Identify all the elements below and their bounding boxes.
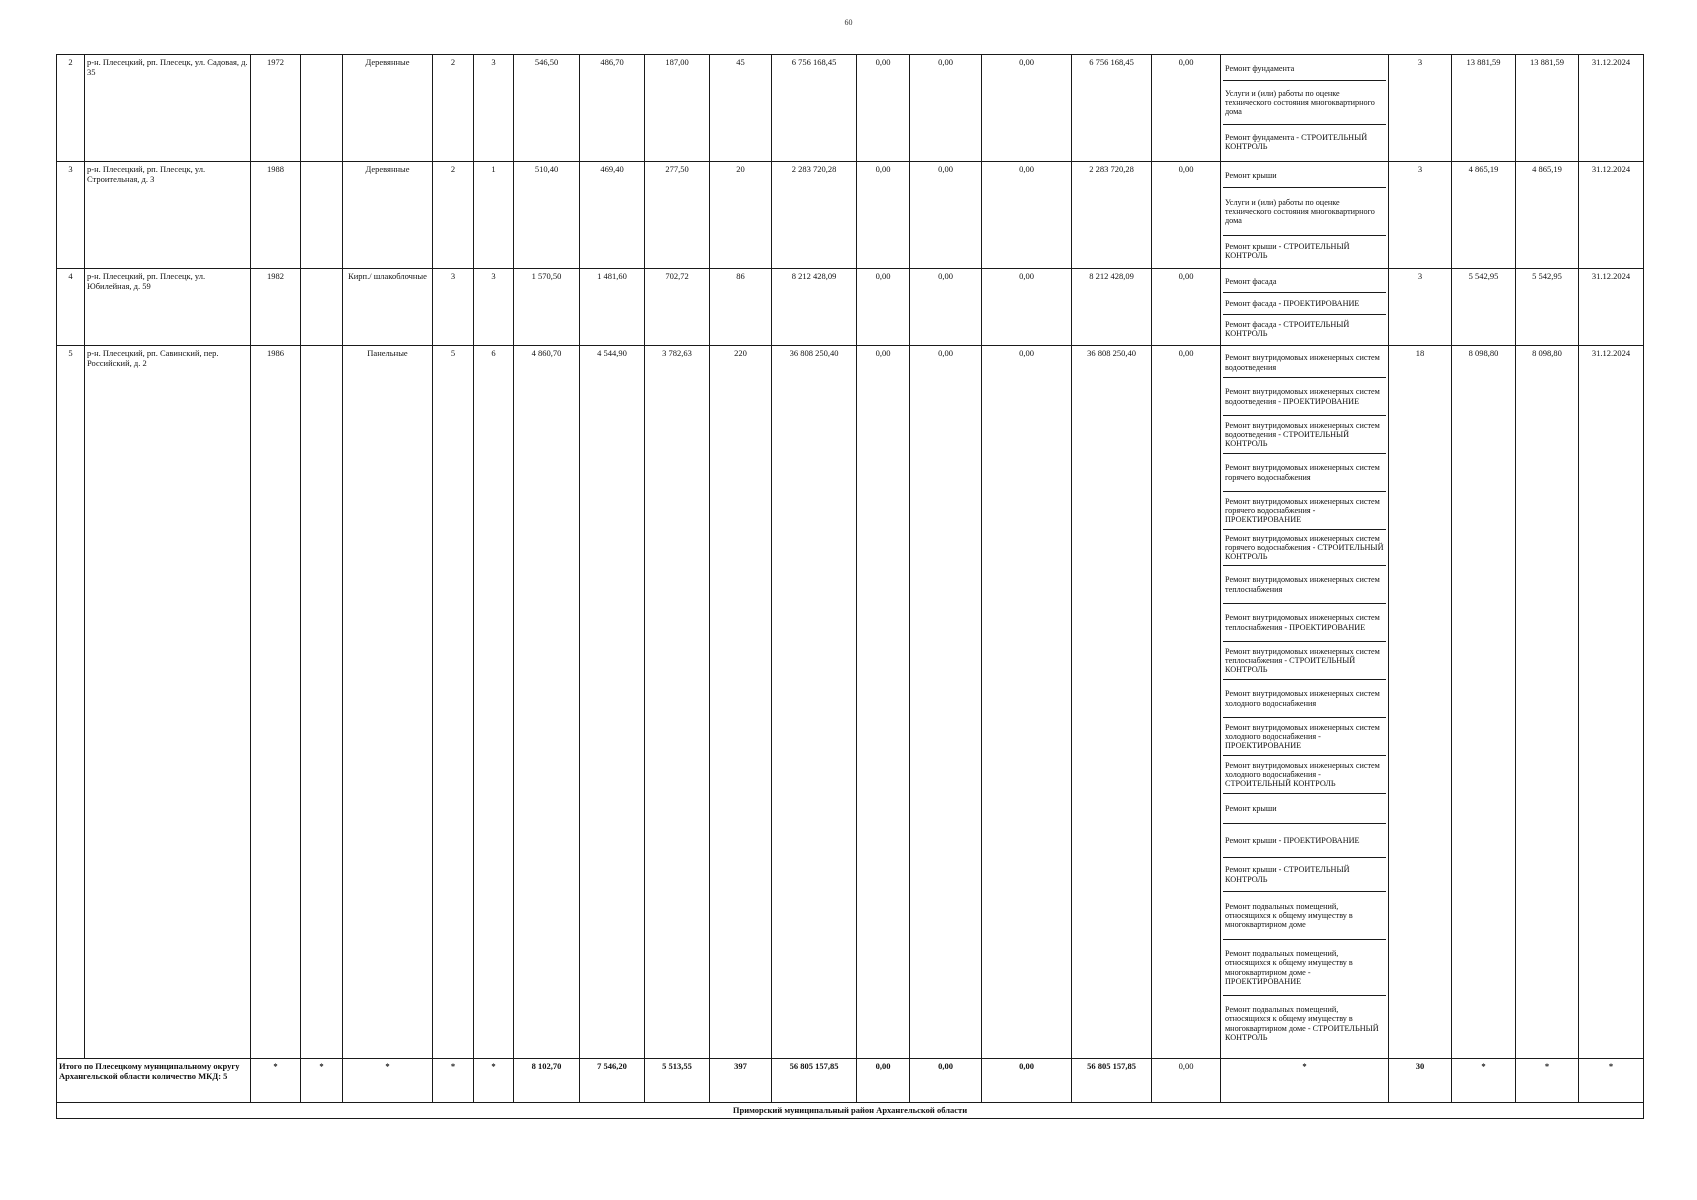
row-entrances: 6 (474, 346, 514, 1059)
row-fund-other: 0,00 (1152, 346, 1221, 1059)
row-entrances: 3 (474, 55, 514, 162)
row-deadline: 31.12.2024 (1579, 162, 1644, 269)
work-item: Ремонт фундамента (1223, 57, 1386, 81)
row-address: р-н. Плесецкий, рп. Плесецк, ул. Юбилейная, д. 59 (85, 269, 251, 346)
row-residents: 45 (710, 55, 772, 162)
row-fund-fed: 0,00 (857, 346, 910, 1059)
work-item: Ремонт подвальных помещений, относящихся к общему имуществу в многоквартирном доме - СТРОИТЕЛЬНЫЙ КОНТРОЛЬ (1225, 1005, 1379, 1042)
row-entrances: 3 (474, 269, 514, 346)
row-works-list (1221, 269, 1389, 346)
total-entrances: * (474, 1059, 514, 1103)
work-item: Ремонт подвальных помещений, относящихся к общему имуществу в многоквартирном доме (1223, 892, 1386, 940)
row-fund-fed: 0,00 (857, 55, 910, 162)
row-floors: 2 (433, 55, 474, 162)
row-commission (301, 269, 343, 346)
row-area-total: 510,40 (514, 162, 580, 269)
district-row (57, 1103, 1644, 1119)
work-item: Ремонт внутридомовых инженерных систем холодного водоснабжения - СТРОИТЕЛЬНЫЙ КОНТРОЛЬ (1223, 756, 1386, 794)
row-area-res: 277,50 (645, 162, 710, 269)
work-item: Ремонт фундамента - СТРОИТЕЛЬНЫЙ КОНТРОЛЬ (1225, 132, 1368, 151)
total-fund-other: 0,00 (1152, 1059, 1221, 1103)
total-fund-reg: 0,00 (910, 1059, 982, 1103)
total-cost: 56 805 157,85 (772, 1059, 857, 1103)
work-item: Услуги и (или) работы по оценке технического состояния многоквартирного дома (1223, 188, 1386, 236)
row-max-cost: 8 098,80 (1516, 346, 1579, 1059)
row-deadline: 31.12.2024 (1579, 55, 1644, 162)
row-year: 1972 (251, 55, 301, 162)
row-cost-total: 36 808 250,40 (772, 346, 857, 1059)
district-header: Приморский муниципальный район Архангельской области (57, 1103, 1644, 1119)
table-body (57, 55, 1644, 1059)
row-number: 5 (57, 346, 85, 1059)
total-fund-mun: 0,00 (982, 1059, 1072, 1103)
work-item: Ремонт внутридомовых инженерных систем холодного водоснабжения (1223, 680, 1386, 718)
row-fund-mun: 0,00 (982, 162, 1072, 269)
row-cost-total: 6 756 168,45 (772, 55, 857, 162)
work-item: Ремонт фасада (1223, 271, 1386, 293)
total-works: * (1221, 1059, 1389, 1103)
work-item: Ремонт крыши (1223, 794, 1386, 824)
total-works-count: 30 (1389, 1059, 1452, 1103)
row-area-all: 1 481,60 (580, 269, 645, 346)
row-fund-other: 0,00 (1152, 55, 1221, 162)
table-row (57, 346, 1644, 1059)
page-number: 60 (844, 18, 853, 27)
work-item: Ремонт внутридомовых инженерных систем водоотведения - ПРОЕКТИРОВАНИЕ (1223, 378, 1386, 416)
row-number: 2 (57, 55, 85, 162)
total-row (57, 1059, 1644, 1103)
row-unit-cost: 4 865,19 (1452, 162, 1516, 269)
capital-repair-table (56, 54, 1644, 1119)
work-item: Ремонт внутридомовых инженерных систем теплоснабжения - ПРОЕКТИРОВАНИЕ (1223, 604, 1386, 642)
total-year: * (251, 1059, 301, 1103)
row-fund-reg: 0,00 (910, 346, 982, 1059)
row-area-res: 3 782,63 (645, 346, 710, 1059)
row-works-list (1221, 346, 1389, 1059)
row-fund-other: 0,00 (1152, 269, 1221, 346)
row-commission (301, 162, 343, 269)
work-item: Услуги и (или) работы по оценке технического состояния многоквартирного дома (1223, 81, 1386, 125)
row-unit-cost: 5 542,95 (1452, 269, 1516, 346)
row-entrances: 1 (474, 162, 514, 269)
row-year: 1988 (251, 162, 301, 269)
row-material: Деревянные (343, 55, 433, 162)
total-unit-cost: * (1452, 1059, 1516, 1103)
row-fund-reg: 0,00 (910, 55, 982, 162)
row-number: 3 (57, 162, 85, 269)
row-fund-reg: 0,00 (910, 269, 982, 346)
work-item: Ремонт фасада - ПРОЕКТИРОВАНИЕ (1223, 293, 1386, 315)
work-item: Ремонт внутридомовых инженерных систем теплоснабжения - СТРОИТЕЛЬНЫЙ КОНТРОЛЬ (1223, 642, 1386, 680)
row-works-list (1221, 162, 1389, 269)
row-material: Панельные (343, 346, 433, 1059)
row-fund-reg: 0,00 (910, 162, 982, 269)
work-item: Ремонт фасада - СТРОИТЕЛЬНЫЙ КОНТРОЛЬ (1225, 319, 1350, 338)
work-item: Ремонт внутридомовых инженерных систем теплоснабжения (1223, 566, 1386, 604)
row-works-count: 3 (1389, 162, 1452, 269)
total-floors: * (433, 1059, 474, 1103)
work-item: Ремонт внутридомовых инженерных систем водоотведения - СТРОИТЕЛЬНЫЙ КОНТРОЛЬ (1223, 416, 1386, 454)
row-commission (301, 55, 343, 162)
row-fund-owners: 8 212 428,09 (1072, 269, 1152, 346)
table-row (57, 162, 1644, 269)
row-area-all: 4 544,90 (580, 346, 645, 1059)
work-item: Ремонт крыши - СТРОИТЕЛЬНЫЙ КОНТРОЛЬ (1225, 241, 1350, 260)
work-item: Ремонт крыши - СТРОИТЕЛЬНЫЙ КОНТРОЛЬ (1223, 858, 1386, 892)
row-year: 1986 (251, 346, 301, 1059)
row-commission (301, 346, 343, 1059)
row-max-cost: 4 865,19 (1516, 162, 1579, 269)
total-fund-fed: 0,00 (857, 1059, 910, 1103)
total-area-total: 8 102,70 (514, 1059, 580, 1103)
row-floors: 5 (433, 346, 474, 1059)
work-item: Ремонт крыши (1223, 164, 1386, 188)
row-cost-total: 2 283 720,28 (772, 162, 857, 269)
row-fund-mun: 0,00 (982, 346, 1072, 1059)
row-fund-fed: 0,00 (857, 162, 910, 269)
row-area-all: 469,40 (580, 162, 645, 269)
row-works-count: 18 (1389, 346, 1452, 1059)
row-floors: 2 (433, 162, 474, 269)
total-label: Итого по Плесецкому муниципальному округу Архангельской области количество МКД: 5 (57, 1059, 251, 1103)
total-deadline: * (1579, 1059, 1644, 1103)
row-unit-cost: 8 098,80 (1452, 346, 1516, 1059)
total-residents: 397 (710, 1059, 772, 1103)
row-area-total: 4 860,70 (514, 346, 580, 1059)
row-max-cost: 5 542,95 (1516, 269, 1579, 346)
row-area-res: 187,00 (645, 55, 710, 162)
row-address: р-н. Плесецкий, рп. Савинский, пер. Российский, д. 2 (85, 346, 251, 1059)
row-area-res: 702,72 (645, 269, 710, 346)
work-item: Ремонт внутридомовых инженерных систем водоотведения (1223, 348, 1386, 378)
row-works-list (1221, 55, 1389, 162)
row-fund-mun: 0,00 (982, 55, 1072, 162)
row-fund-owners: 6 756 168,45 (1072, 55, 1152, 162)
row-fund-other: 0,00 (1152, 162, 1221, 269)
work-item: Ремонт внутридомовых инженерных систем холодного водоснабжения - ПРОЕКТИРОВАНИЕ (1223, 718, 1386, 756)
row-fund-fed: 0,00 (857, 269, 910, 346)
row-area-total: 546,50 (514, 55, 580, 162)
row-residents: 86 (710, 269, 772, 346)
row-year: 1982 (251, 269, 301, 346)
work-item: Ремонт подвальных помещений, относящихся к общему имуществу в многоквартирном доме - ПРОЕКТИРОВАНИЕ (1223, 940, 1386, 996)
total-commission: * (301, 1059, 343, 1103)
row-area-all: 486,70 (580, 55, 645, 162)
total-max-cost: * (1516, 1059, 1579, 1103)
row-deadline: 31.12.2024 (1579, 346, 1644, 1059)
row-floors: 3 (433, 269, 474, 346)
row-area-total: 1 570,50 (514, 269, 580, 346)
work-item: Ремонт крыши - ПРОЕКТИРОВАНИЕ (1223, 824, 1386, 858)
row-address: р-н. Плесецкий, рп. Плесецк, ул. Строительная, д. 3 (85, 162, 251, 269)
row-fund-owners: 36 808 250,40 (1072, 346, 1152, 1059)
row-material: Деревянные (343, 162, 433, 269)
total-fund-owners: 56 805 157,85 (1072, 1059, 1152, 1103)
row-address: р-н. Плесецкий, рп. Плесецк, ул. Садовая, д. 35 (85, 55, 251, 162)
row-residents: 20 (710, 162, 772, 269)
row-number: 4 (57, 269, 85, 346)
row-works-count: 3 (1389, 55, 1452, 162)
table-row (57, 269, 1644, 346)
total-area-all: 7 546,20 (580, 1059, 645, 1103)
row-residents: 220 (710, 346, 772, 1059)
row-cost-total: 8 212 428,09 (772, 269, 857, 346)
work-item: Ремонт внутридомовых инженерных систем горячего водоснабжения (1223, 454, 1386, 492)
row-fund-mun: 0,00 (982, 269, 1072, 346)
row-unit-cost: 13 881,59 (1452, 55, 1516, 162)
row-works-count: 3 (1389, 269, 1452, 346)
table-footer (57, 1059, 1644, 1119)
row-material: Кирп./ шлакоблочные (343, 269, 433, 346)
row-fund-owners: 2 283 720,28 (1072, 162, 1152, 269)
table-row (57, 55, 1644, 162)
work-item: Ремонт внутридомовых инженерных систем горячего водоснабжения - СТРОИТЕЛЬНЫЙ КОНТРОЛЬ (1223, 530, 1386, 566)
row-max-cost: 13 881,59 (1516, 55, 1579, 162)
work-item: Ремонт внутридомовых инженерных систем горячего водоснабжения - ПРОЕКТИРОВАНИЕ (1223, 492, 1386, 530)
total-material: * (343, 1059, 433, 1103)
total-area-res: 5 513,55 (645, 1059, 710, 1103)
row-deadline: 31.12.2024 (1579, 269, 1644, 346)
